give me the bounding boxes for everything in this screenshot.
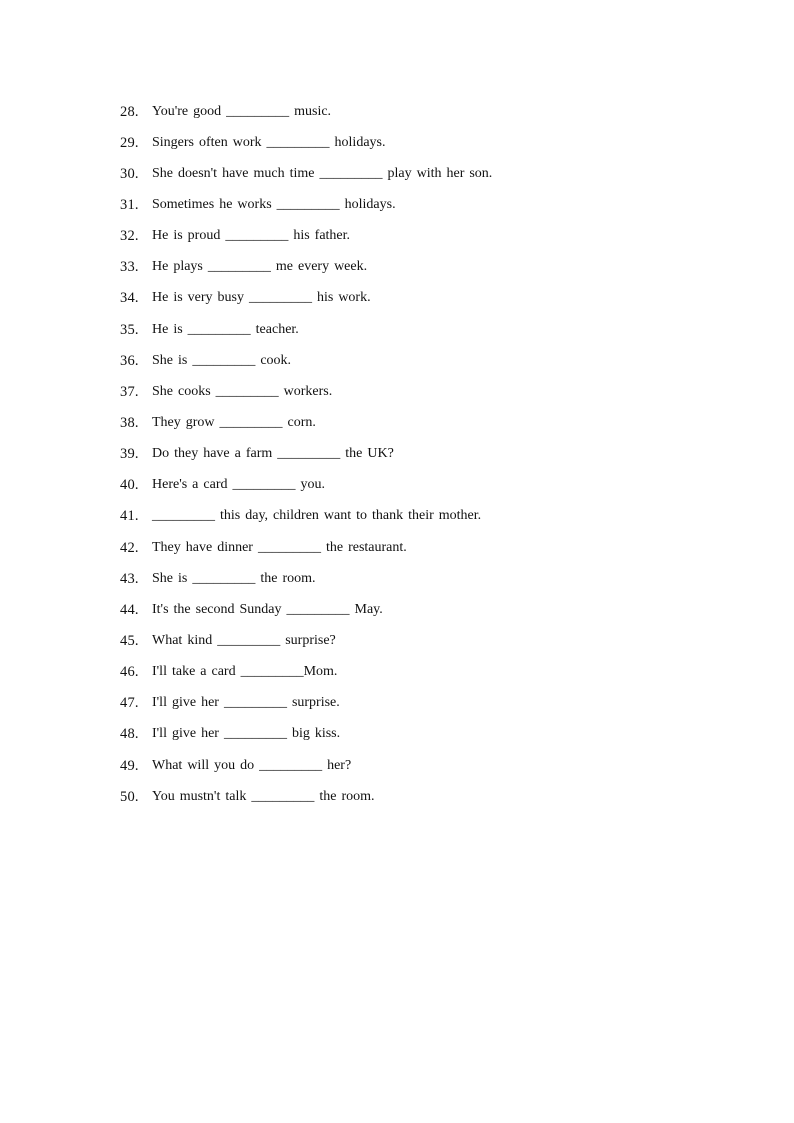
exercise-item — [120, 158, 720, 189]
exercise-sentence: He is very busy _________ his work. — [152, 290, 371, 306]
exercise-item — [120, 719, 720, 750]
exercise-sentence: She doesn't have much time _________ play with her son. — [152, 165, 493, 181]
exercise-number: 39. — [120, 446, 139, 463]
exercise-number: 33. — [120, 259, 139, 276]
exercise-number: 38. — [120, 414, 139, 431]
exercise-item — [120, 750, 720, 781]
exercise-item — [120, 127, 720, 158]
exercise-sentence: Sometimes he works _________ holidays. — [152, 196, 396, 212]
exercise-number: 36. — [120, 352, 139, 369]
exercise-sentence: You're good _________ music. — [152, 103, 332, 119]
exercise-number: 45. — [120, 632, 139, 649]
exercise-item — [120, 314, 720, 345]
exercise-item — [120, 501, 720, 532]
exercise-number: 29. — [120, 134, 139, 151]
exercise-sentence: They grow _________ corn. — [152, 414, 316, 430]
exercise-sentence: She is _________ the room. — [152, 570, 316, 586]
exercise-number: 44. — [120, 601, 139, 618]
exercise-number: 48. — [120, 726, 139, 743]
exercise-item — [120, 345, 720, 376]
exercise-sentence: Singers often work _________ holidays. — [152, 134, 386, 150]
exercise-number: 49. — [120, 757, 139, 774]
exercise-sentence: I'll give her _________ surprise. — [152, 695, 340, 711]
exercise-sentence: What will you do _________ her? — [152, 757, 352, 773]
exercise-item — [120, 283, 720, 314]
exercise-item — [120, 781, 720, 812]
exercise-item — [120, 221, 720, 252]
exercise-item — [120, 688, 720, 719]
exercise-number: 46. — [120, 664, 139, 681]
exercise-sentence: I'll take a card _________Mom. — [152, 664, 338, 680]
exercise-item — [120, 625, 720, 656]
exercise-sentence: Here's a card _________ you. — [152, 477, 325, 493]
exercise-item — [120, 657, 720, 688]
exercise-number: 35. — [120, 321, 139, 338]
exercise-number: 41. — [120, 508, 139, 525]
exercise-number: 37. — [120, 383, 139, 400]
exercise-number: 43. — [120, 570, 139, 587]
exercise-number: 32. — [120, 228, 139, 245]
exercise-sentence: Do they have a farm _________ the UK? — [152, 446, 394, 462]
exercise-number: 47. — [120, 695, 139, 712]
exercise-sentence: I'll give her _________ big kiss. — [152, 726, 341, 742]
exercise-sentence: He plays _________ me every week. — [152, 259, 368, 275]
exercise-item — [120, 96, 720, 127]
exercise-sentence: _________ this day, children want to thank their mother. — [152, 508, 482, 524]
exercise-sentence: They have dinner _________ the restaurant. — [152, 539, 407, 555]
exercise-number: 50. — [120, 788, 139, 805]
exercise-sentence: She cooks _________ workers. — [152, 383, 333, 399]
fill-in-blank-list — [120, 96, 720, 812]
exercise-sentence: He is proud _________ his father. — [152, 228, 351, 244]
exercise-number: 30. — [120, 165, 139, 182]
exercise-number: 28. — [120, 103, 139, 120]
exercise-item — [120, 439, 720, 470]
exercise-item — [120, 594, 720, 625]
exercise-item — [120, 252, 720, 283]
exercise-number: 34. — [120, 290, 139, 307]
exercise-item — [120, 407, 720, 438]
exercise-sentence: She is _________ cook. — [152, 352, 292, 368]
exercise-number: 42. — [120, 539, 139, 556]
exercise-item — [120, 470, 720, 501]
exercise-item — [120, 563, 720, 594]
exercise-item — [120, 532, 720, 563]
exercise-sentence: It's the second Sunday _________ May. — [152, 601, 383, 617]
exercise-number: 40. — [120, 477, 139, 494]
exercise-sentence: He is _________ teacher. — [152, 321, 299, 337]
exercise-item — [120, 376, 720, 407]
exercise-number: 31. — [120, 196, 139, 213]
exercise-sentence: You mustn't talk _________ the room. — [152, 788, 375, 804]
exercise-sentence: What kind _________ surprise? — [152, 632, 336, 648]
exercise-item — [120, 189, 720, 220]
